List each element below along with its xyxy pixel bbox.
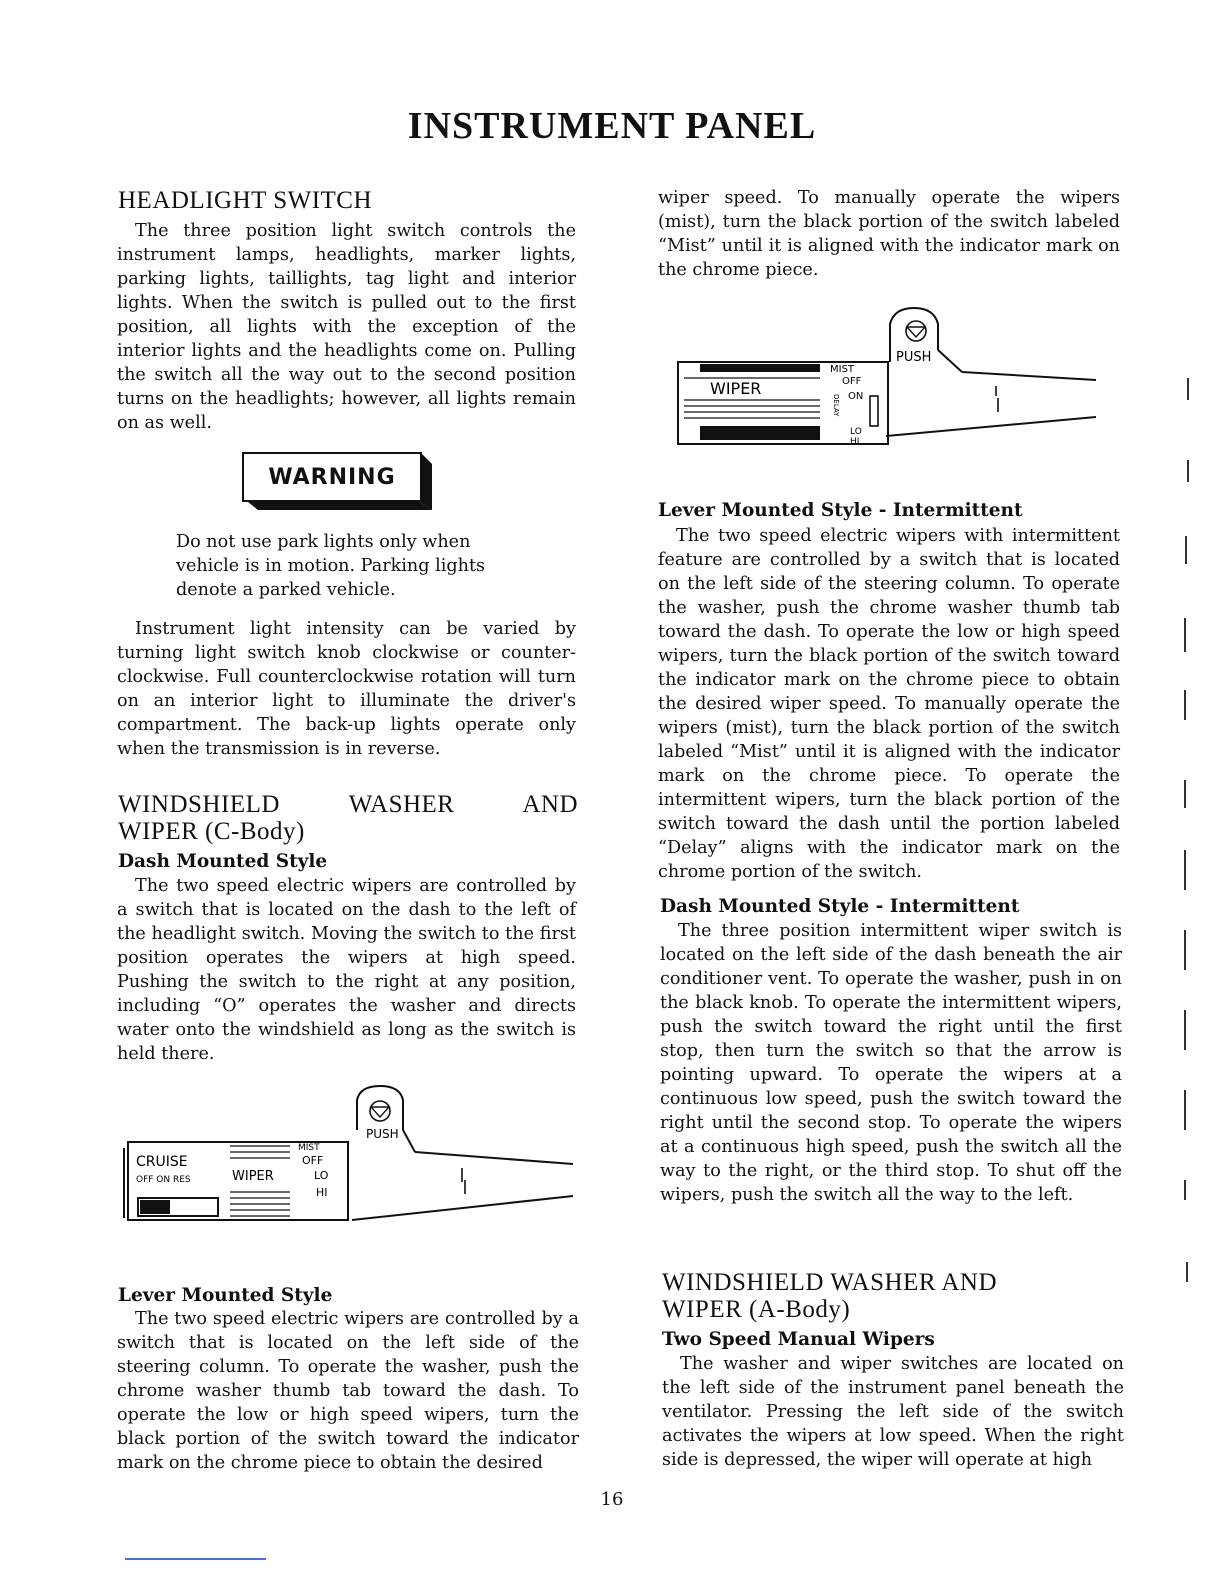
two-speed-text: The washer and wiper switches are located on the left side of the instrument panel beneath the ventilator. Pressing the left side of the switch activates the wipers at low speed. When the right side is depressed, the wiper will operate at high — [662, 1354, 1124, 1470]
dash-mounted-text: The two speed electric wipers are controlled by a switch that is located on the dash to the left of the headlight switch. Moving the switch to the first position operates the wipers at high speed. Pushing the switch to the right at any position, including “O” operates the washer and directs water onto the windshield as long as the switch is held there. — [117, 876, 576, 1064]
headlight-switch-heading: HEADLIGHT SWITCH — [118, 187, 373, 214]
diagram-bottom-hi: HI — [316, 1186, 328, 1199]
scan-edge-mark — [1184, 1180, 1186, 1200]
lever-mounted-text: The two speed electric wipers are controlled by a switch that is located on the left side of the steering column. To operate the washer, push the chrome washer thumb tab toward the dash. To operate the low or high speed wipers, turn the black portion of the switch toward the indicator mark on the chrome piece to obtain the desired — [117, 1309, 579, 1473]
warning-label: WARNING — [242, 452, 422, 502]
page-title: INSTRUMENT PANEL — [407, 105, 817, 147]
diagram-bottom-lo: LO — [314, 1169, 329, 1182]
cbody-heading-line1: WINDSHIELD WASHER AND — [118, 791, 578, 818]
scan-edge-mark — [1184, 780, 1186, 808]
warning-text-body: Do not use park lights only when vehicle is in motion. Parking lights denote a parked vehicle. — [176, 532, 486, 600]
scan-edge-mark — [1184, 1010, 1186, 1050]
diagram-bottom-mist: MIST — [298, 1143, 320, 1153]
cruise-wiper-switch-diagram — [120, 1082, 580, 1232]
diagram-top-lo: LO — [850, 427, 862, 437]
scan-edge-mark — [1186, 1262, 1188, 1282]
diagram-bottom-off-on-res: OFF ON RES — [136, 1175, 191, 1185]
lever-mounted-heading: Lever Mounted Style — [118, 1285, 333, 1306]
two-speed-heading: Two Speed Manual Wipers — [662, 1329, 935, 1350]
diagram-top-wiper: WIPER — [710, 379, 762, 398]
scan-edge-mark — [1184, 618, 1186, 652]
lever-intermittent-text: The two speed electric wipers with intermittent feature are controlled by a switch that is located on the left side of the steering column. To operate the washer, push the chrome washer thumb tab toward the dash. To operate the low or high speed wipers, turn the black portion of the switch toward the indicator mark on the chrome piece to obtain the desired wiper speed. To manually operate the wipers (mist), turn the black portion of the switch labeled “Mist” until it is aligned with the indicator mark on the chrome piece. To operate the intermittent wipers, turn the black portion of the switch toward the dash until the portion labeled “Delay” aligns with the indicator mark on the chrome portion of the switch. — [658, 526, 1120, 882]
continued-wiper-text: wiper speed. To manually operate the wipers (mist), turn the black portion of the switch labeled “Mist” until it is aligned with the indicator mark on the chrome piece. — [658, 188, 1120, 280]
headlight-switch-text: The three position light switch controls the instrument lamps, headlights, marker lights, parking lights, taillights, tag light and interior lights. When the switch is pulled out to the first position, all lights with the exception of the interior lights and the headlights come on. Pulling the switch all the way out to the second position turns on the headlights; however, all lights remain on as well. — [117, 221, 576, 433]
abody-heading-line1: WINDSHIELD WASHER AND — [662, 1269, 998, 1296]
scan-edge-mark — [1184, 1090, 1186, 1130]
instrument-light-text: Instrument light intensity can be varied by turning light switch knob clockwise or counter-clockwise. Full counterclockwise rotation will turn on an interior light to illuminate the driver's compartment. The back-up lights operate only when the transmission is in reverse. — [117, 619, 576, 759]
diagram-top-on: ON — [848, 391, 864, 402]
diagram-bottom-cruise: CRUISE — [136, 1154, 188, 1170]
abody-heading-line2: WIPER (A-Body) — [662, 1296, 851, 1323]
warning-text — [176, 530, 516, 602]
footer-rule — [125, 1558, 266, 1560]
diagram-bottom-off: OFF — [302, 1154, 324, 1167]
scan-edge-mark — [1184, 850, 1186, 890]
diagram-top-push: PUSH — [896, 350, 932, 365]
diagram-bottom-push: PUSH — [366, 1127, 399, 1141]
scan-edge-mark — [1184, 930, 1186, 970]
warning-label-box — [242, 452, 432, 508]
scan-edge-mark — [1187, 460, 1189, 482]
dash-intermittent-heading: Dash Mounted Style - Intermittent — [660, 896, 1020, 917]
page-number: 16 — [600, 1489, 624, 1510]
diagram-top-mist: MIST — [830, 364, 855, 375]
scan-edge-mark — [1185, 536, 1187, 564]
diagram-top-off: OFF — [842, 376, 862, 387]
lever-wiper-switch-diagram — [674, 300, 1114, 450]
diagram-bottom-wiper: WIPER — [232, 1169, 274, 1184]
dash-mounted-heading: Dash Mounted Style — [118, 851, 328, 872]
scan-edge-mark — [1187, 378, 1189, 400]
cbody-heading-line2: WIPER (C-Body) — [118, 818, 305, 845]
diagram-top-hi: HI — [850, 437, 860, 447]
diagram-top-delay: DELAY — [832, 394, 840, 417]
lever-intermittent-heading: Lever Mounted Style - Intermittent — [658, 500, 1023, 521]
scan-edge-mark — [1184, 690, 1186, 720]
dash-intermittent-text: The three position intermittent wiper switch is located on the left side of the dash beneath the air conditioner vent. To operate the washer, push in on the black knob. To operate the intermittent wipers, push the switch toward the right until the first stop, then turn the switch so that the arrow is pointing upward. To operate the wipers at a continuous low speed, push the switch toward the right until the second stop. To operate the wipers at a continuous high speed, push the switch all the way to the right, or the third stop. To shut off the wipers, push the switch all the way to the left. — [660, 921, 1122, 1205]
